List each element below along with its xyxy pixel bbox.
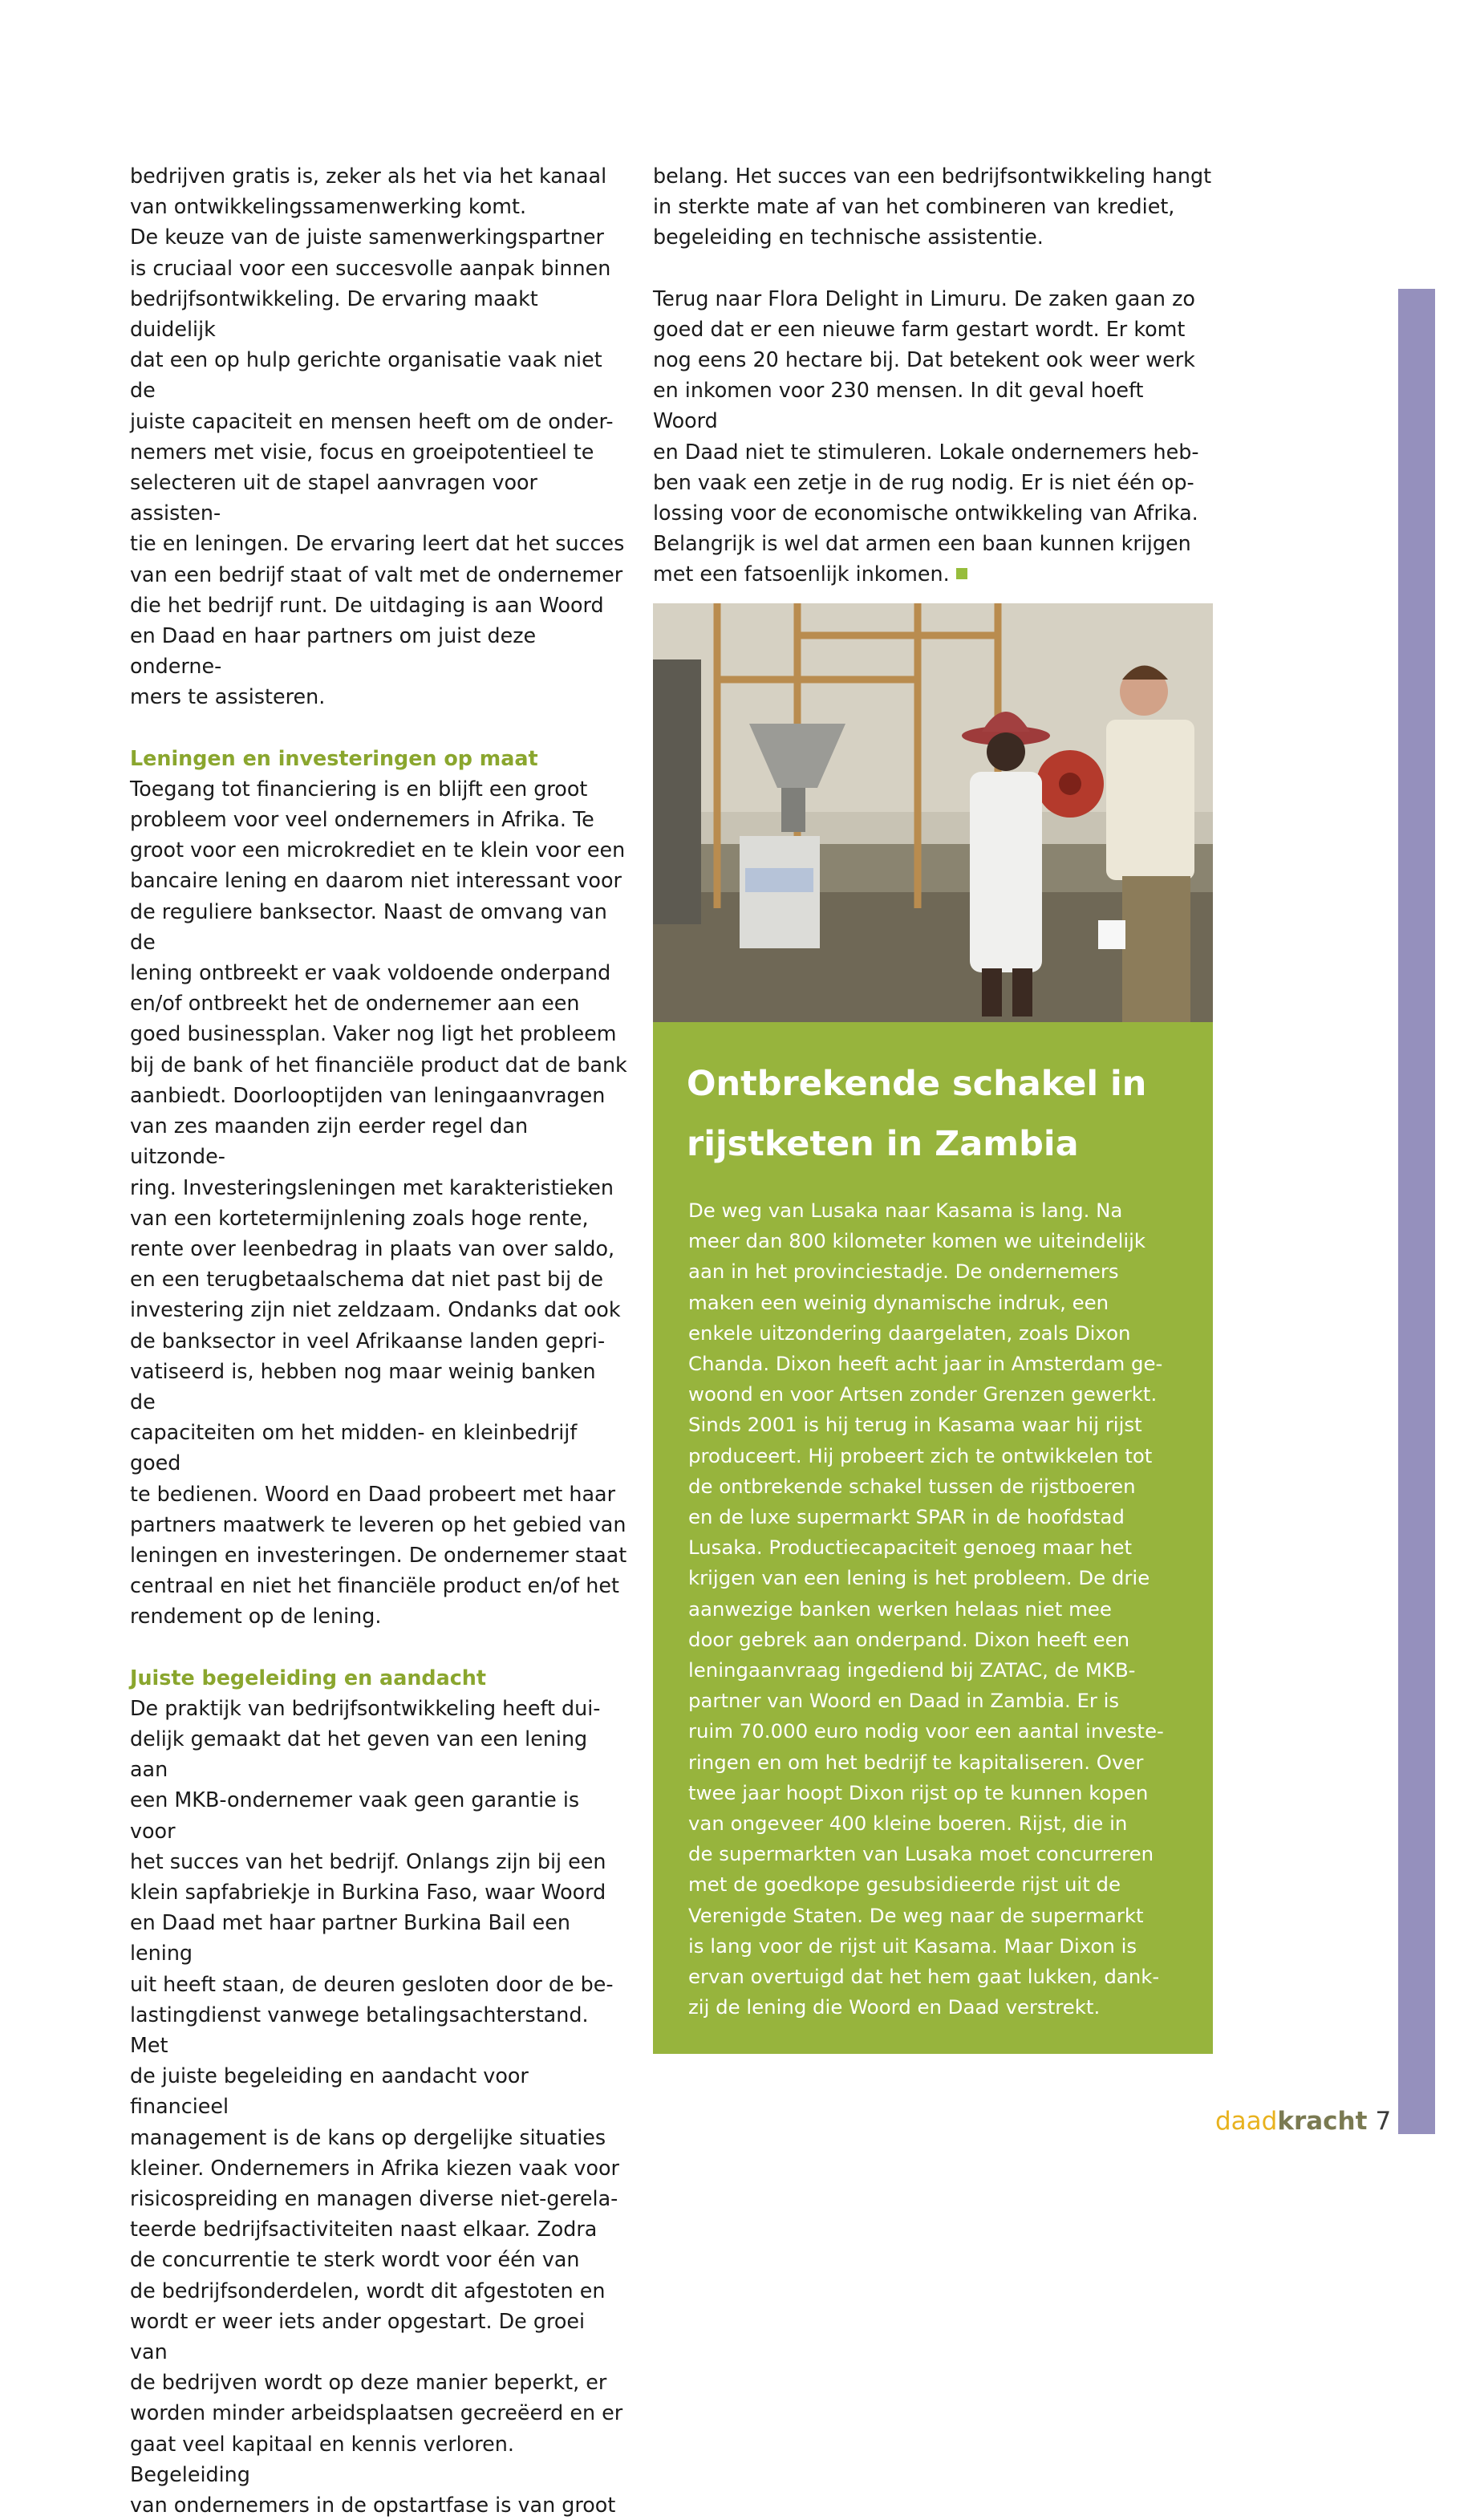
article-photo <box>653 603 1213 1022</box>
body-paragraph: Toegang tot financiering is en blijft een groot probleem voor veel ondernemers in Afrika. Te groot voor een microkrediet en te klein voor een bancaire lening en daarom niet interessant voor de reguliere banksector. Naast de omvang van de lening ontbreekt er vaak voldoende onderpand en/of ontbreekt het de ondernemer aan een goed businessplan. Vaker nog ligt het probleem bij de bank of het financiële product dat de bank aanbiedt. Doorlooptijden van leningaanvragen van zes maanden zijn eerder regel dan uitzonde- ring. Investeringsleningen met karakteristieken van een kortetermijnlening zoals hoge rente, rente over leenbedrag in plaats van over saldo, en een terugbetaalschema dat niet past bij de investering zijn niet zeldzaam. Ondanks dat ook de banksector in veel Afrikaanse landen gepri- vatiseerd is, hebben nog maar weinig banken de capaciteiten om het midden- en kleinbedrijf goed te bedienen. Woord en Daad probeert met haar partners maatwerk te leveren op het gebied van leningen en investeringen. De ondernemer staat centraal en niet het financiële product en/of het rendement op de lening. <box>130 776 627 1629</box>
end-mark-icon <box>956 568 967 579</box>
page-number: 7 <box>1375 2107 1392 2136</box>
box-title: Ontbrekende schakel in rijstketen in Zambia <box>687 1064 1147 1164</box>
body-paragraph <box>653 283 1214 590</box>
photo-illustration <box>653 603 1213 1022</box>
page-footer <box>1215 2107 1391 2136</box>
sidebar-box <box>653 1022 1213 2054</box>
body-paragraph: bedrijven gratis is, zeker als het via het kanaal van ontwikkelingssamenwerking komt. De keuze van de juiste samenwerkingspartner is cruciaal voor een succesvolle aanpak binnen bedrijfsontwikkeling. De ervaring maakt duidelijk dat een op hulp gerichte organisatie vaak niet de juiste capaciteit en mensen heeft om de onder- nemers met visie, focus en groeipotentieel te selecteren uit de stapel aanvragen voor assisten- tie en leningen. De ervaring leert dat het succes van een bedrijf staat of valt met de ondernemer die het bedrijf runt. De uitdaging is aan Woord en Daad en haar partners om juist deze onderne- mers te assisteren. <box>130 164 625 709</box>
brand-daad: daad <box>1215 2107 1278 2136</box>
body-paragraph: De praktijk van bedrijfsontwikkeling heeft dui- delijk gemaakt dat het geven van een lening aan een MKB-ondernemer vaak geen garantie is voor het succes van het bedrijf. Onlangs zijn bij een klein sapfabriekje in Burkina Faso, waar Woord en Daad met haar partner Burkina Bail een lening uit heeft staan, de deuren gesloten door de be- lastingdienst vanwege betalingsachterstand. Met de juiste begeleiding en aandacht voor financieel management is de kans op dergelijke situaties kleiner. Ondernemers in Afrika kiezen vaak voor risicospreiding en managen diverse niet-gerela- teerde bedrijfsactiviteiten naast elkaar. Zodra de concurrentie te sterk wordt voor één van de bedrijfsonderdelen, wordt dit afgestoten en wordt er weer iets ander opgestart. De groei van de bedrijven wordt op deze manier beperkt, er worden minder arbeidsplaatsen gecreëerd en er gaat veel kapitaal en kennis verloren. Begeleiding van ondernemers in de opstartfase is van groot <box>130 1695 623 2518</box>
body-paragraph: belang. Het succes van een bedrijfsontwikkeling hangt in sterkte mate af van het combineren van krediet, begeleiding en technische assistentie. <box>653 164 1212 250</box>
right-column <box>653 160 1214 590</box>
brand-kracht: kracht <box>1277 2107 1368 2136</box>
section-heading: Leningen en investeringen op maat <box>130 745 538 770</box>
box-body: De weg van Lusaka naar Kasama is lang. Na meer dan 800 kilometer komen we uiteindelijk aan in het provinciestadje. De ondernemers maken een weinig dynamische indruk, een enkele uitzondering daargelaten, zoals Dixon Chanda. Dixon heeft acht jaar in Amsterdam ge- woond en voor Artsen zonder Grenzen gewerkt. Sinds 2001 is hij terug in Kasama waar hij rijst produceert. Hij probeert zich te ontwikkelen tot de ontbrekende schakel tussen de rijstboeren en de luxe supermarkt SPAR in de hoofdstad Lusaka. Productiecapaciteit genoeg maar het krijgen van een lening is het probleem. De drie aanwezige banken werken helaas niet mee door gebrek aan onderpand. Dixon heeft een leningaanvraag ingediend bij ZATAC, de MKB- partner van Woord en Daad in Zambia. Er is ruim 70.000 euro nodig voor een aantal investe- ringen en om het bedrijf te kapitaliseren. Over twee jaar hoopt Dixon rijst op te kunnen kopen van ongeveer 400 kleine boeren. Rijst, die in de supermarkten van Lusaka moet concurreren met de goedkope gesubsidieerde rijst uit de Verenigde Staten. De weg naar de supermarkt is lang voor de rijst uit Kasama. Maar Dixon is ervan overtuigd dat het hem gaat lukken, dank- zij de lening die Woord en Daad verstrekt. <box>688 1199 1164 2019</box>
section-heading: Juiste begeleiding en aandacht <box>130 1665 486 1690</box>
left-column <box>130 160 627 2520</box>
paragraph-text: Terug naar Flora Delight in Limuru. De zaken gaan zo goed dat er een nieuwe farm gestart wordt. Er komt nog eens 20 hectare bij. Dat betekent ook weer werk en inkomen voor 230 mensen. In dit geval hoeft Woord en Daad niet te stimuleren. Lokale ondernemers heb- ben vaak een zetje in de rug nodig. Er is niet één op- lossing voor de economische ontwikkeling van Afrika. Belangrijk is wel dat armen een baan kunnen krijgen met een fatsoenlijk inkomen. <box>653 286 1199 586</box>
sidebar-stripe <box>1398 289 1435 2134</box>
